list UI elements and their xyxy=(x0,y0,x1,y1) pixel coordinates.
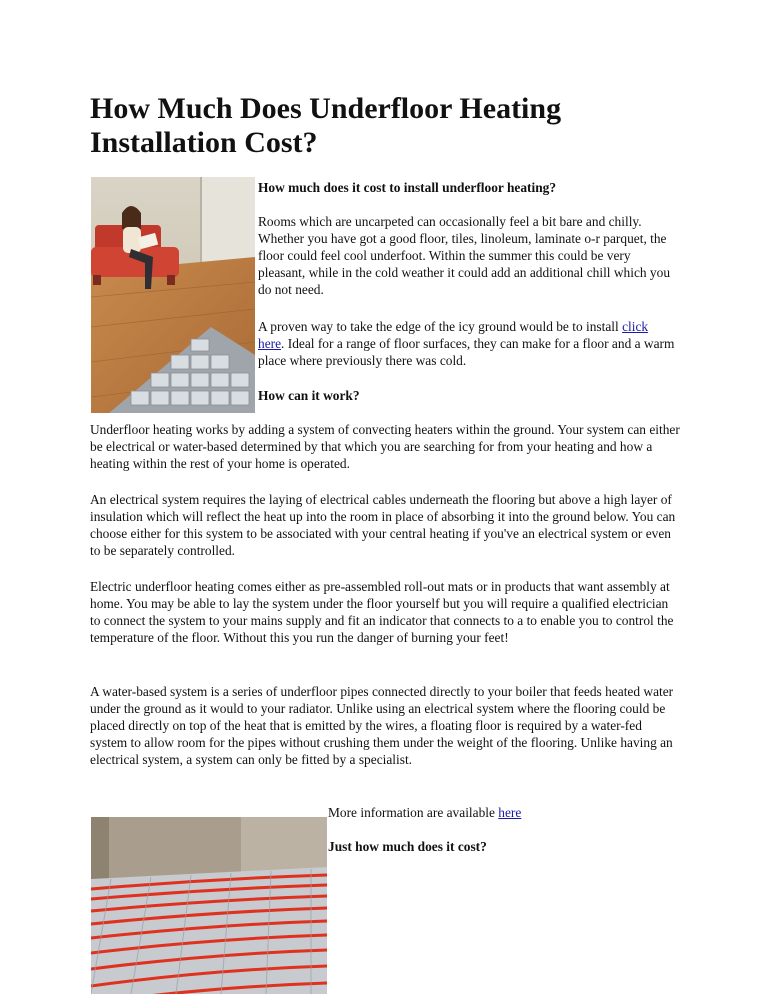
heating-pipes-photo xyxy=(91,817,327,994)
paragraph-water-based: A water-based system is a series of underfloor pipes connected directly to your boiler that feeds heated water under the ground as it would to your radiator. Unlike using an electrical system where the flooring could be placed directly on top of the heat that is emitted by the wires, a floating floor is required by a water-fed system to allow room for the pipes without crushing them under the weight of the flooring. Unlike having an electrical system, a system can only be fitted by a specialist. xyxy=(90,684,674,767)
paragraph-proven-way-start: A proven way to take the edge of the icy ground would be to install xyxy=(258,319,623,334)
paragraph-how-it-works: Underfloor heating works by adding a system of convecting heaters within the ground. Your system can either be electrical or water-based determined by that which you are searching for from your heating and how a heating within the rest of your home is operated. xyxy=(90,422,680,471)
more-information-line xyxy=(328,804,678,821)
click-here-link[interactable]: click here xyxy=(258,319,649,351)
paragraph-uncarpeted: Rooms which are uncarpeted can occasionally feel a bit bare and chilly. Whether you have got a good floor, tiles, linoleum, laminate o-r parquet, the floor could feel cool underfoot. Within the summer this could be very pleasant, while in the cold weather it could add an additional chill which you do not need. xyxy=(258,214,671,297)
paragraph-proven-way xyxy=(258,318,676,369)
paragraph-proven-way-end: . Ideal for a range of floor surfaces, they can make for a floor and a warm place where previously there was cold. xyxy=(258,336,675,368)
paragraph-electrical-system: An electrical system requires the laying of electrical cables underneath the flooring but above a high layer of insulation which will reflect the heat up into the room in place of absorbing it into the ground below. You can choose either for this system to be associated with your central heating if you've an electrical system or even to be separately controlled. xyxy=(90,492,676,558)
underfloor-heating-photo xyxy=(91,177,255,413)
page-title: How Much Does Underfloor Heating Installation Cost? xyxy=(90,92,562,159)
here-link[interactable]: here xyxy=(498,805,522,820)
question-install-cost: How much does it cost to install underfloor heating? xyxy=(258,180,557,195)
more-information-text: More information are available xyxy=(328,805,499,820)
paragraph-electric-underfloor: Electric underfloor heating comes either as pre-assembled roll-out mats or in products that want assembly at home. You may be able to lay the system under the floor yourself but you will require a qualified electrician to connect the system to your mains supply and fit an indicator that connects to a to enable you to control the temperature of the floor. Without this you run the danger of burning your feet! xyxy=(90,579,674,645)
question-how-much: Just how much does it cost? xyxy=(328,839,487,854)
question-how-it-works: How can it work? xyxy=(258,388,360,403)
